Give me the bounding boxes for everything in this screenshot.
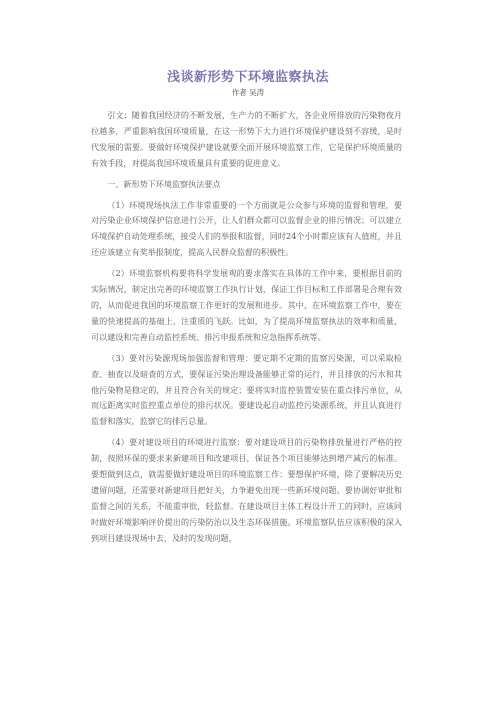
section-heading: 一、新形势下环境监察执法要点: [107, 178, 221, 189]
intro-paragraph: 引文：随着我国经济的不断发展，生产力的不断扩大，各企业所排放的污染物夜月拉越多，严重影响我国环境质量，在这一形势下大力进行环境保护建设刻不容缓，是时代发展的需要。要做好环境保护建设就要全面开展环境监察工作，它是保护环境质量的有效手段，对提高我国环境质量具有重要的促进意义。: [91, 110, 402, 168]
body-paragraph-4: （4）要对建设项目的环境进行监察：要对建设项目的污染物排放量进行严格的控制，按照环保的要求来新建项目和改建项目，保证各个项目能够达到增产减污的标准。要想做到这点，就需要做好建设项目的环境监察工作：要想保护环境，除了要解决历史遗留问题，还需要对新建项目把好关，力争避免出现一些新环境问题。要协调好审批和监督之间的关系，不能重审批，轻监督。在建设项目主体工程设计开工的同时，应该同时做好环境影响评价提出的污染防治以及生态环保措施。环境监察队伍应该积极的深入到项目建设现场中去，及时的发现问题，: [91, 437, 402, 543]
document-author: 作者 吴涛: [231, 88, 265, 97]
document-body: [91, 108, 402, 552]
body-paragraph-2: （2）环境监察机构要将科学发展观的要求落实在具体的工作中来，要根据目前的实际情况，制定出完善的环境监察工作执行计划，保证工作目标和工作部署是合理有效的，从而促进我国的环境监察工作更好的发展和进步。其中，在环境监察工作中，要在量的快速提高的基础上，注重质的飞跃。比如，为了提高环境监察执法的效率和质量，可以建设和完善自动监控系统、排污申报系统和应急指挥系统等。: [91, 268, 402, 342]
body-paragraph-1: （1）环境现场执法工作非常重要的一个方面就是公众参与环境的监督和管理，要对污染企业环境保护信息进行公开，让人们群众都可以监督企业的排污情况；可以建立环境保护自动处理系统，接受人们的举报和监督，同时24个小时都应该有人值班，并且还应该建立有奖举报制度，提高人民群众监督的积极性。: [91, 199, 402, 258]
document-title: 浅谈新形势下环境监察执法: [166, 70, 329, 85]
body-paragraph-3: （3）要对污染源现场加强监督和管理：要定期不定期的监察污染源，可以采取检查、抽查以及暗查的方式，要保证污染治理设备能够正常的运行，并且排放的污水和其他污染物是稳定的，并且符合有关的规定；要将实时监控装置安装在重点排污单位，从而远距离实时监控重点单位的排污状况。要建设起自动监控污染源系统，并且认真进行监督和落实，监察它的排污总量。: [91, 352, 402, 427]
